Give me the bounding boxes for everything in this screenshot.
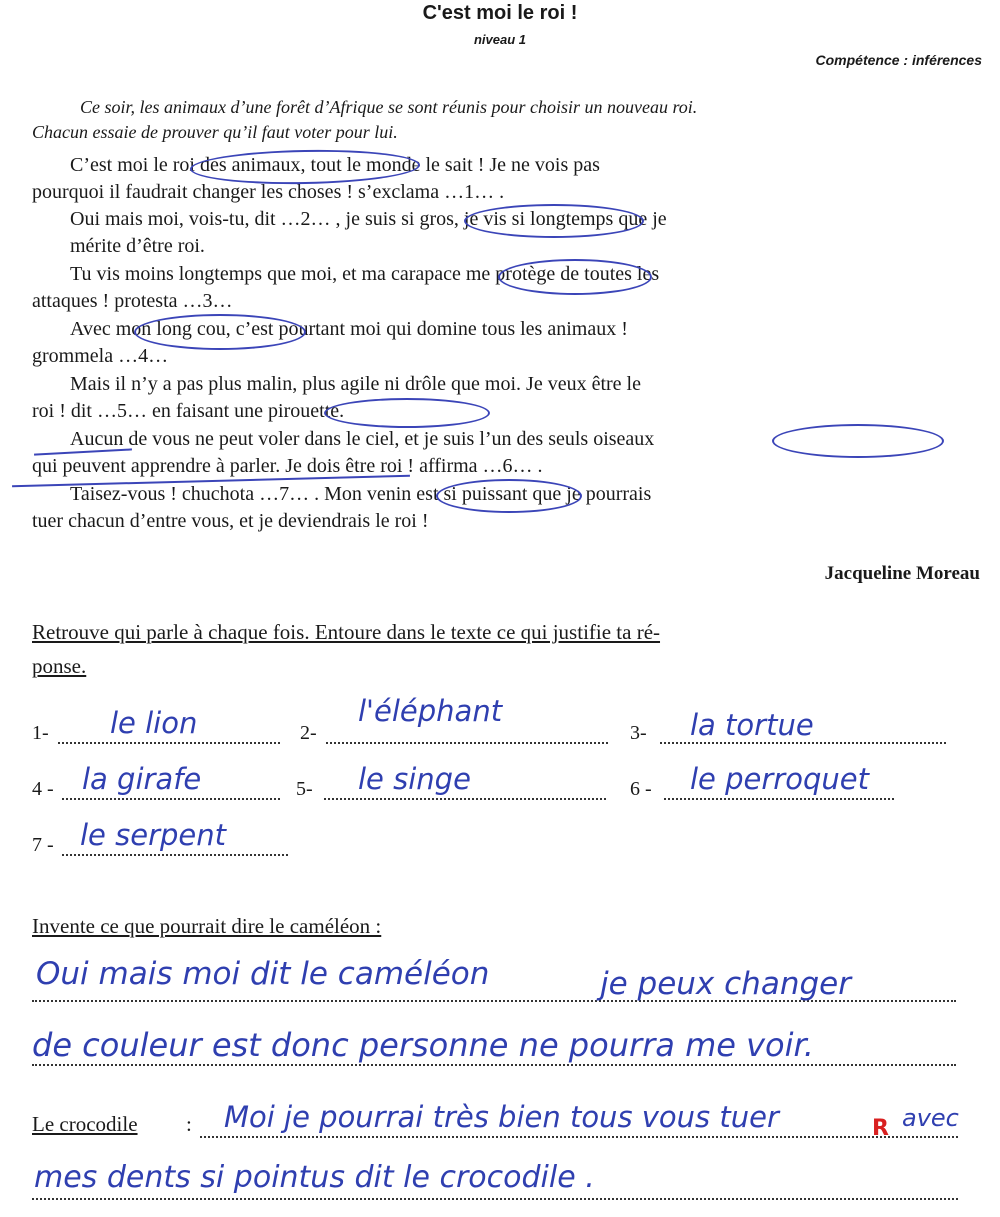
text-line-3: Oui mais moi, vois-tu, dit …2… , je suis si gros, je vis si longtemps que je [70, 208, 667, 230]
text-line-7: Avec mon long cou, c’est pourtant moi qui domine tous les animaux ! [70, 318, 628, 340]
text-line-4: mérite d’être roi. [70, 235, 205, 257]
level-label: niveau 1 [473, 32, 527, 47]
intro-line-2: Chacun essaie de prouver qu’il faut voter pour lui. [32, 122, 398, 142]
text-line-8: grommela …4… [32, 345, 169, 367]
answer-1-number: 1- [32, 722, 49, 744]
answer-3-text: la tortue [690, 708, 814, 742]
intro-line-1: Ce soir, les animaux d’une forêt d’Afrique se sont réunis pour choisir un nouveau roi. [80, 97, 698, 117]
text-line-14: tuer chacun d’entre vous, et je deviendrais le roi ! [32, 510, 429, 532]
circle-une-pirouette [324, 398, 490, 428]
answer-7-number: 7 - [32, 834, 54, 856]
circle-mon-venin [436, 479, 582, 513]
worksheet-title: C'est moi le roi ! [422, 2, 578, 24]
answer-2-text: l'éléphant [358, 694, 503, 728]
crocodile-line-1[interactable] [200, 1136, 958, 1138]
answer-6-text: le perroquet [690, 762, 869, 796]
chameleon-answer-1b: je peux changer [600, 966, 851, 1002]
question-3-colon: : [186, 1112, 192, 1136]
competence-label: Compétence : inférences [815, 52, 982, 68]
question-2-label: Invente ce que pourrait dire le caméléon : [32, 914, 382, 938]
crocodile-answer-1-end: avec [902, 1104, 959, 1132]
text-line-2: pourquoi il faudrait changer les choses ! s’exclama …1… . [32, 181, 505, 203]
question-3-label: Le crocodile [32, 1112, 138, 1136]
circle-seuls-oiseaux [772, 424, 944, 458]
text-line-9: Mais il n’y a pas plus malin, plus agile ni drôle que moi. Je veux être le [70, 373, 641, 395]
crocodile-answer-2: mes dents si pointus dit le crocodile . [34, 1160, 595, 1195]
answer-6-line[interactable] [664, 798, 894, 800]
question-1-line-2: ponse. [32, 654, 87, 678]
answer-6-number: 6 - [630, 778, 652, 800]
answer-2-number: 2- [300, 722, 317, 744]
red-correction-mark: R [872, 1116, 889, 1141]
text-line-5: Tu vis moins longtemps que moi, et ma carapace me protège de toutes les [70, 263, 660, 285]
answer-1-text: le lion [110, 706, 198, 740]
answer-7-text: le serpent [80, 818, 226, 852]
text-line-1: C’est moi le roi des animaux, tout le monde le sait ! Je ne vois pas [70, 154, 600, 176]
answer-2-line[interactable] [326, 742, 608, 744]
text-line-6: attaques ! protesta …3… [32, 290, 233, 312]
crocodile-answer-1: Moi je pourrai très bien tous vous tuer [224, 1100, 779, 1134]
circle-ma-carapace [498, 259, 652, 295]
author-name: Jacqueline Moreau [824, 563, 980, 584]
text-line-11: Aucun de vous ne peut voler dans le ciel, et je suis l’un des seuls oiseaux [70, 428, 655, 450]
chameleon-answer-2: de couleur est donc personne ne pourra me voir. [32, 1026, 814, 1064]
answer-4-text: la girafe [82, 762, 202, 796]
answer-4-line[interactable] [62, 798, 280, 800]
circle-mon-long-cou [134, 314, 306, 350]
answer-5-line[interactable] [324, 798, 606, 800]
answer-7-line[interactable] [62, 854, 288, 856]
circle-je-suis-si-gros [464, 204, 644, 238]
chameleon-answer-1a: Oui mais moi dit le caméléon [36, 956, 490, 992]
answer-5-text: le singe [358, 762, 471, 796]
answer-5-number: 5- [296, 778, 313, 800]
question-1-line-1: Retrouve qui parle à chaque fois. Entoure dans le texte ce qui justifie ta ré- [32, 620, 661, 644]
text-line-12: qui peuvent apprendre à parler. Je dois être roi ! affirma …6… . [32, 455, 543, 477]
text-line-13: Taisez-vous ! chuchota …7… . Mon venin est si puissant que je pourrais [70, 483, 652, 505]
text-line-10: roi ! dit …5… en faisant une pirouette. [32, 400, 345, 422]
chameleon-line-2[interactable] [32, 1064, 956, 1066]
answer-3-number: 3- [630, 722, 647, 744]
crocodile-line-2[interactable] [32, 1198, 958, 1200]
answer-3-line[interactable] [660, 742, 946, 744]
answer-1-line[interactable] [58, 742, 280, 744]
answer-4-number: 4 - [32, 778, 54, 800]
